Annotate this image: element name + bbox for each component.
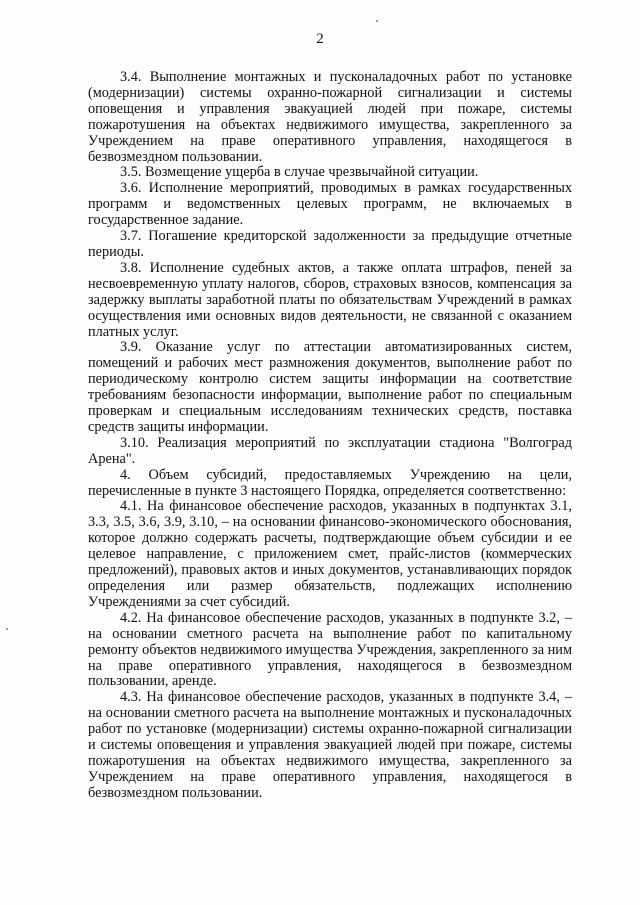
paragraph-4-2: 4.2. На финансовое обеспечение расходов, указанных в подпункте 3.2, – на основании сметного расчета на выполнение работ по капитальному ремонту объектов недвижимого имущества Учреждения, закрепленного за ним на праве оперативного управления, находящегося в безвозмездном пользовании, аренде.	[88, 609, 572, 690]
scan-speck	[6, 628, 8, 630]
paragraph-3-4: 3.4. Выполнение монтажных и пусконаладочных работ по установке (модернизации) системы охранно-пожарной сигнализации и системы оповещения и управления эвакуацией людей при пожаре, системы пожаротушения на объектах недвижимого имущества, закрепленного за Учреждением на праве оперативного управления, находящегося в безвозмездном пользовании.	[88, 69, 572, 165]
paragraph-4-1: 4.1. На финансовое обеспечение расходов, указанных в подпунктах 3.1, 3.3, 3.5, 3.6, 3.9, 3.10, – на основании финансово-экономического обоснования, которое должно содержать расчеты, подтверждающие объем субсидии и ее целевое направление, с приложением смет, прайс-листов (коммерческих предложений), правовых актов и иных документов, устанавливающих порядок определения или размер обязательств, подлежащих исполнению Учреждениями за счет субсидий.	[88, 498, 572, 610]
paragraph-3-8: 3.8. Исполнение судебных актов, а также оплата штрафов, пеней за несвоевременную уплату налогов, сборов, страховых взносов, компенсация за задержку выплаты заработной платы по обязательствам Учреждений в рамках осуществления ими основных видов деятельности, не связанной с оказанием платных услуг.	[88, 259, 572, 340]
paragraph-3-6: 3.6. Исполнение мероприятий, проводимых в рамках государственных программ и ведомственных целевых программ, не включаемых в государственное задание.	[88, 180, 572, 229]
paragraph-3-9: 3.9. Оказание услуг по аттестации автоматизированных систем, помещений и рабочих мест размножения документов, выполнение работ по периодическому контролю систем защиты информации на соответствие требованиям безопасности информации, выполнение работ по специальным проверкам и специальным исследованиям технических средств, поставка средств защиты информации.	[88, 339, 572, 435]
page-number: 2	[316, 31, 324, 47]
scan-speck	[376, 20, 378, 22]
document-body	[88, 70, 572, 802]
paragraph-3-5: 3.5. Возмещение ущерба в случае чрезвычайной ситуации.	[120, 164, 479, 181]
paragraph-4-3: 4.3. На финансовое обеспечение расходов, указанных в подпункте 3.4, – на основании сметного расчета на выполнение монтажных и пусконаладочных работ по установке (модернизации) системы охранно-пожарной сигнализации и системы оповещения и управления эвакуацией людей при пожаре, системы пожаротушения на объектах недвижимого имущества, закрепленного за Учреждением на праве оперативного управления, находящегося в безвозмездном пользовании.	[88, 689, 572, 801]
paragraph-4: 4. Объем субсидий, предоставляемых Учреждению на цели, перечисленные в пункте 3 настоящего Порядка, определяется соответственно:	[88, 466, 572, 499]
paragraph-3-10: 3.10. Реализация мероприятий по эксплуатации стадиона "Волгоград Арена".	[88, 434, 572, 467]
paragraph-3-7: 3.7. Погашение кредиторской задолженности за предыдущие отчетные периоды.	[88, 228, 572, 260]
